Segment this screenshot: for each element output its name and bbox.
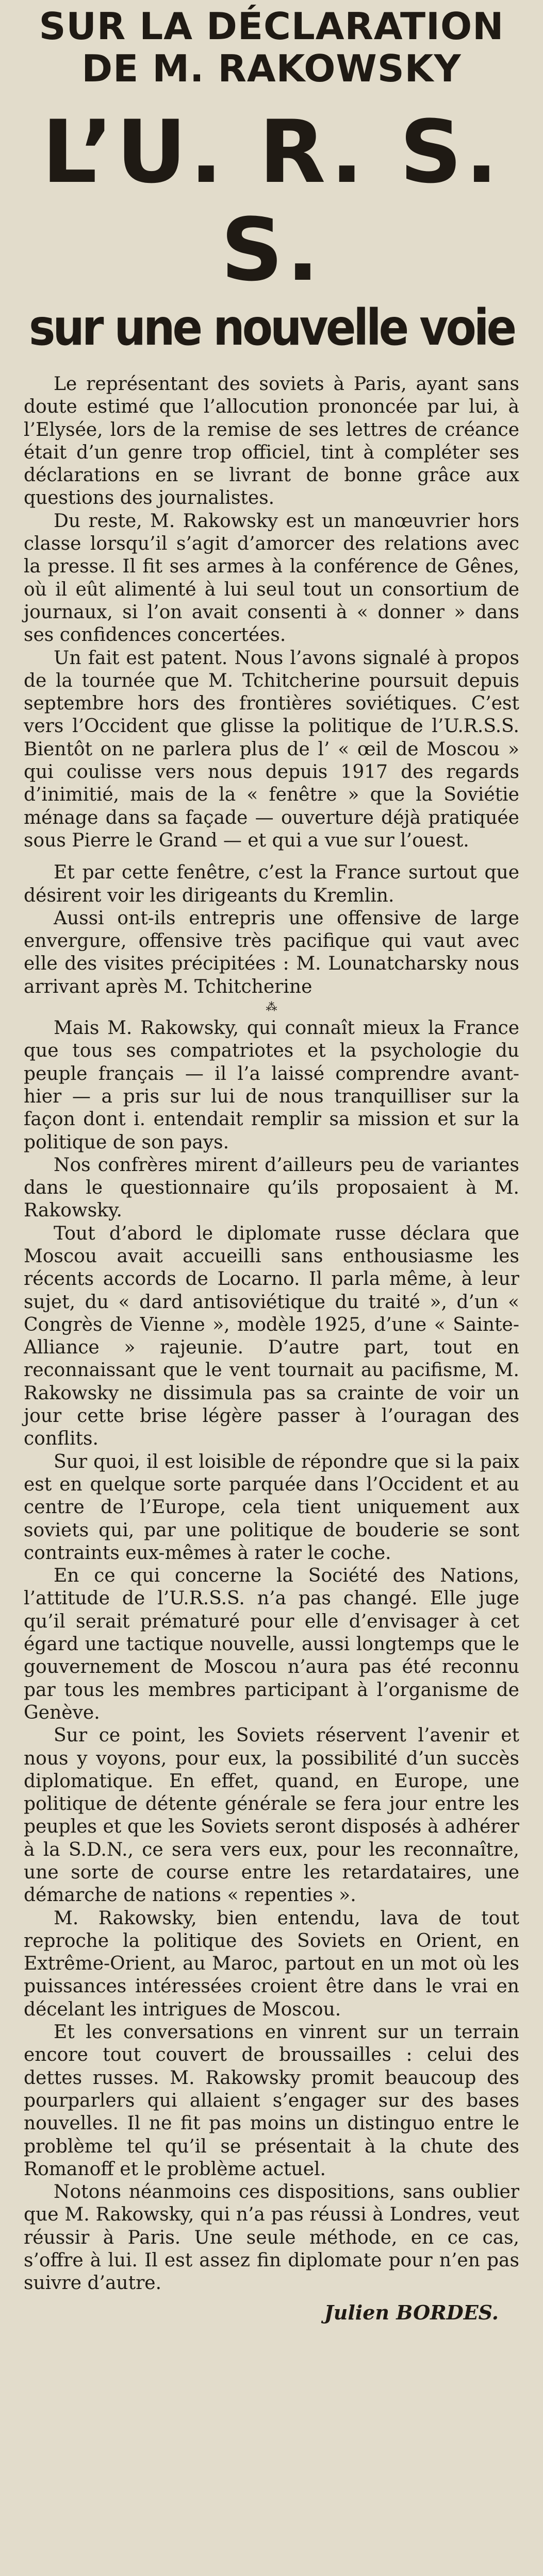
paragraph: Du reste, M. Rakowsky est un manœuvrier hors classe lorsqu’il s’agit d’amorcer des relations avec la presse. Il fit ses armes à la conférence de Gênes, où il eût alimenté à lui seul tout un consortium de journaux, si l’on avait consenti à « donner » dans ses confidences concertées. (24, 510, 519, 646)
paragraph: Sur ce point, les Soviets réservent l’avenir et nous y voyons, pour eux, la possibilité d’un succès diplomatique. En effet, quand, en Europe, une politique de détente générale se fera jour entre les peuples et que les Soviets seront disposés à adhérer à la S.D.N., ce sera vers eux, pour les reconnaître, une sorte de course entre les retardataires, une démarche de nations « repenties ». (24, 1725, 519, 1906)
section-separator: ⁂ (266, 1001, 277, 1014)
article-body (24, 373, 519, 2295)
paragraph: En ce qui concerne la Société des Nations, l’attitude de l’U.R.S.S. n’a pas changé. Elle juge qu’il serait prématuré pour elle d’envisager à cet égard une tactique nouvelle, aussi longtemps que le gouvernement de Moscou n’aura pas été reconnu par tous les membres participant à l’organisme de Genève. (24, 1565, 519, 1723)
kicker-line-1: SUR LA DÉCLARATION (39, 5, 504, 48)
paragraph: Mais M. Rakowsky, qui connaît mieux la France que tous ses compatriotes et la psychologie du peuple français — il l’a laissé comprendre avant-hier — a pris sur lui de nous tranquilliser sur la façon dont i. entendait remplir sa mission et sur la politique de son pays. (24, 1018, 519, 1153)
paragraph: Un fait est patent. Nous l’avons signalé à propos de la tournée que M. Tchitcherine poursuit depuis septembre hors des frontières soviétiques. C’est vers l’Occident que glisse la politique de l’U.R.S.S. Bientôt on ne parlera plus de l’ « œil de Moscou » qui coulisse vers nous depuis 1917 des regards d’inimitié, mais de la « fenêtre » que la Soviétie ménage dans sa façade — ouverture déjà pratiquée sous Pierre le Grand — et qui a vue sur l’ouest. (24, 647, 519, 851)
paragraph: Et les conversations en vinrent sur un terrain encore tout couvert de broussailles : celui des dettes russes. M. Rakowsky promit beaucoup des pourparlers qui allaient s’engager sur des bases nouvelles. Il ne fit pas moins un distinguo entre le problème tel qu’il se présentait à la chute des Romanoff et le problème actuel. (24, 2022, 519, 2180)
paragraph: Sur quoi, il est loisible de répondre que si la paix est en quelque sorte parquée dans l’Occident et au centre de l’Europe, cela tient uniquement aux soviets qui, par une politique de bouderie se sont contraints eux-mêmes à rater le coche. (24, 1451, 519, 1564)
article-title: L’U. R. S. S. (42, 101, 501, 300)
paragraph: Notons néanmoins ces dispositions, sans oublier que M. Rakowsky, qui n’a pas réussi à Londres, veut réussir à Paris. Une seule méthode, en ce cas, s’offre à lui. Il est assez fin diplomate pour n’en pas suivre d’autre. (24, 2181, 519, 2294)
paragraph: M. Rakowsky, bien entendu, lava de tout reproche la politique des Soviets en Orient, en Extrême-Orient, au Maroc, partout en un mot où les puissances intéressées croient être dans le vrai en décelant les intrigues de Moscou. (24, 1907, 519, 2020)
paragraph: Le représentant des soviets à Paris, ayant sans doute estimé que l’allocution prononcée par lui, à l’Elysée, lors de la remise de ses lettres de créance était d’un genre trop officiel, tint à compléter ses déclarations en se livrant de bonne grâce aux questions des journalistes. (24, 374, 519, 509)
paragraph: Nos confrères mirent d’ailleurs peu de variantes dans le questionnaire qu’ils proposaient à M. Rakowsky. (24, 1154, 519, 1222)
paragraph: Aussi ont-ils entrepris une offensive de large envergure, offensive très pacifique qui vaut avec elle des visites précipitées : M. Lounatcharsky nous arrivant après M. Tchitcherine (24, 907, 519, 997)
paragraph: Tout d’abord le diplomate russe déclara que Moscou avait accueilli sans enthousiasme les récents accords de Locarno. Il parla même, à leur sujet, du « dard antisoviétique du traité », d’un « Congrès de Vienne », modèle 1925, d’une « Sainte-Alliance » rajeunie. D’autre part, tout en reconnaissant que le vent tournait au pacifisme, M. Rakowsky ne dissimula pas sa crainte de voir un jour cette brise légère passer à l’ouragan des conflits. (24, 1223, 519, 1450)
paragraph: Et par cette fenêtre, c’est la France surtout que désirent voir les dirigeants du Kremlin. (24, 862, 519, 906)
author-signature: Julien BORDES. (324, 2300, 499, 2324)
kicker-line-2: DE M. RAKOWSKY (81, 47, 462, 90)
article-subtitle: sur une nouvelle voie (28, 299, 515, 357)
